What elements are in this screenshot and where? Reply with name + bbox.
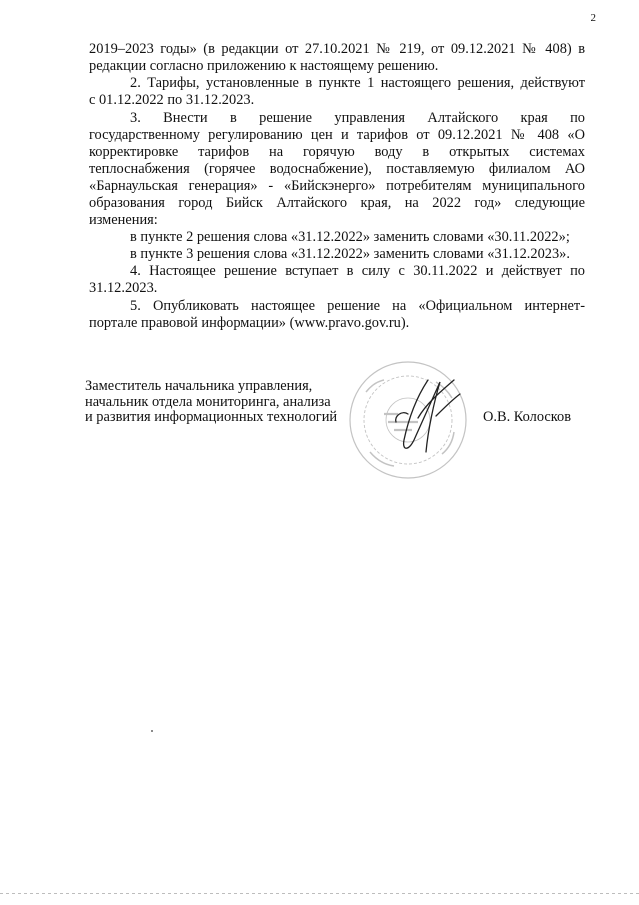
page-number: 2 xyxy=(590,12,596,24)
text-line: 31.12.2023. xyxy=(89,280,158,296)
signatory-title-line: начальник отдела мониторинга, анализа xyxy=(85,394,331,410)
signatory-name: О.В. Колосков xyxy=(483,409,572,425)
official-stamp xyxy=(336,352,486,482)
text-line: изменения: xyxy=(89,212,158,228)
text-line: редакции согласно приложению к настоящему решению. xyxy=(89,58,439,74)
text-line: 2. Тарифы, установленные в пункте 1 настоящего решения, действуют xyxy=(130,75,585,91)
text-line: 4. Настоящее решение вступает в силу с 30.11.2022 и действует по xyxy=(130,263,585,279)
text-line: образования город Бийск Алтайского края, на 2022 год» следующие xyxy=(89,195,585,211)
text-line: 5. Опубликовать настоящее решение на «Официальном интернет- xyxy=(130,298,585,314)
text-line: «Барнаульская генерация» - «Бийскэнерго» потребителям муниципального xyxy=(89,178,585,194)
text-line: с 01.12.2022 по 31.12.2023. xyxy=(89,92,255,108)
text-line: 2019–2023 годы» (в редакции от 27.10.2021 № 219, от 09.12.2021 № 408) в xyxy=(89,41,585,57)
page-bottom-edge xyxy=(0,893,639,894)
signatory-title-line: и развития информационных технологий xyxy=(85,409,338,425)
text-line: в пункте 3 решения слова «31.12.2022» заменить словами «31.12.2023». xyxy=(130,246,570,262)
text-line: государственному регулированию цен и тарифов от 09.12.2021 № 408 «О xyxy=(89,127,585,143)
signatory-title-line: Заместитель начальника управления, xyxy=(85,378,313,394)
text-line: теплоснабжения (горячее водоснабжение), поставляемую филиалом АО xyxy=(89,161,585,177)
text-line: портале правовой информации» (www.pravo.gov.ru). xyxy=(89,315,410,331)
handwritten-signature xyxy=(396,380,460,452)
text-line: 3. Внести в решение управления Алтайского края по xyxy=(130,110,585,126)
text-line: в пункте 2 решения слова «31.12.2022» заменить словами «30.11.2022»; xyxy=(130,229,570,245)
text-line: корректировке тарифов на горячую воду в открытых системах xyxy=(89,144,585,160)
scan-speck xyxy=(151,730,153,732)
